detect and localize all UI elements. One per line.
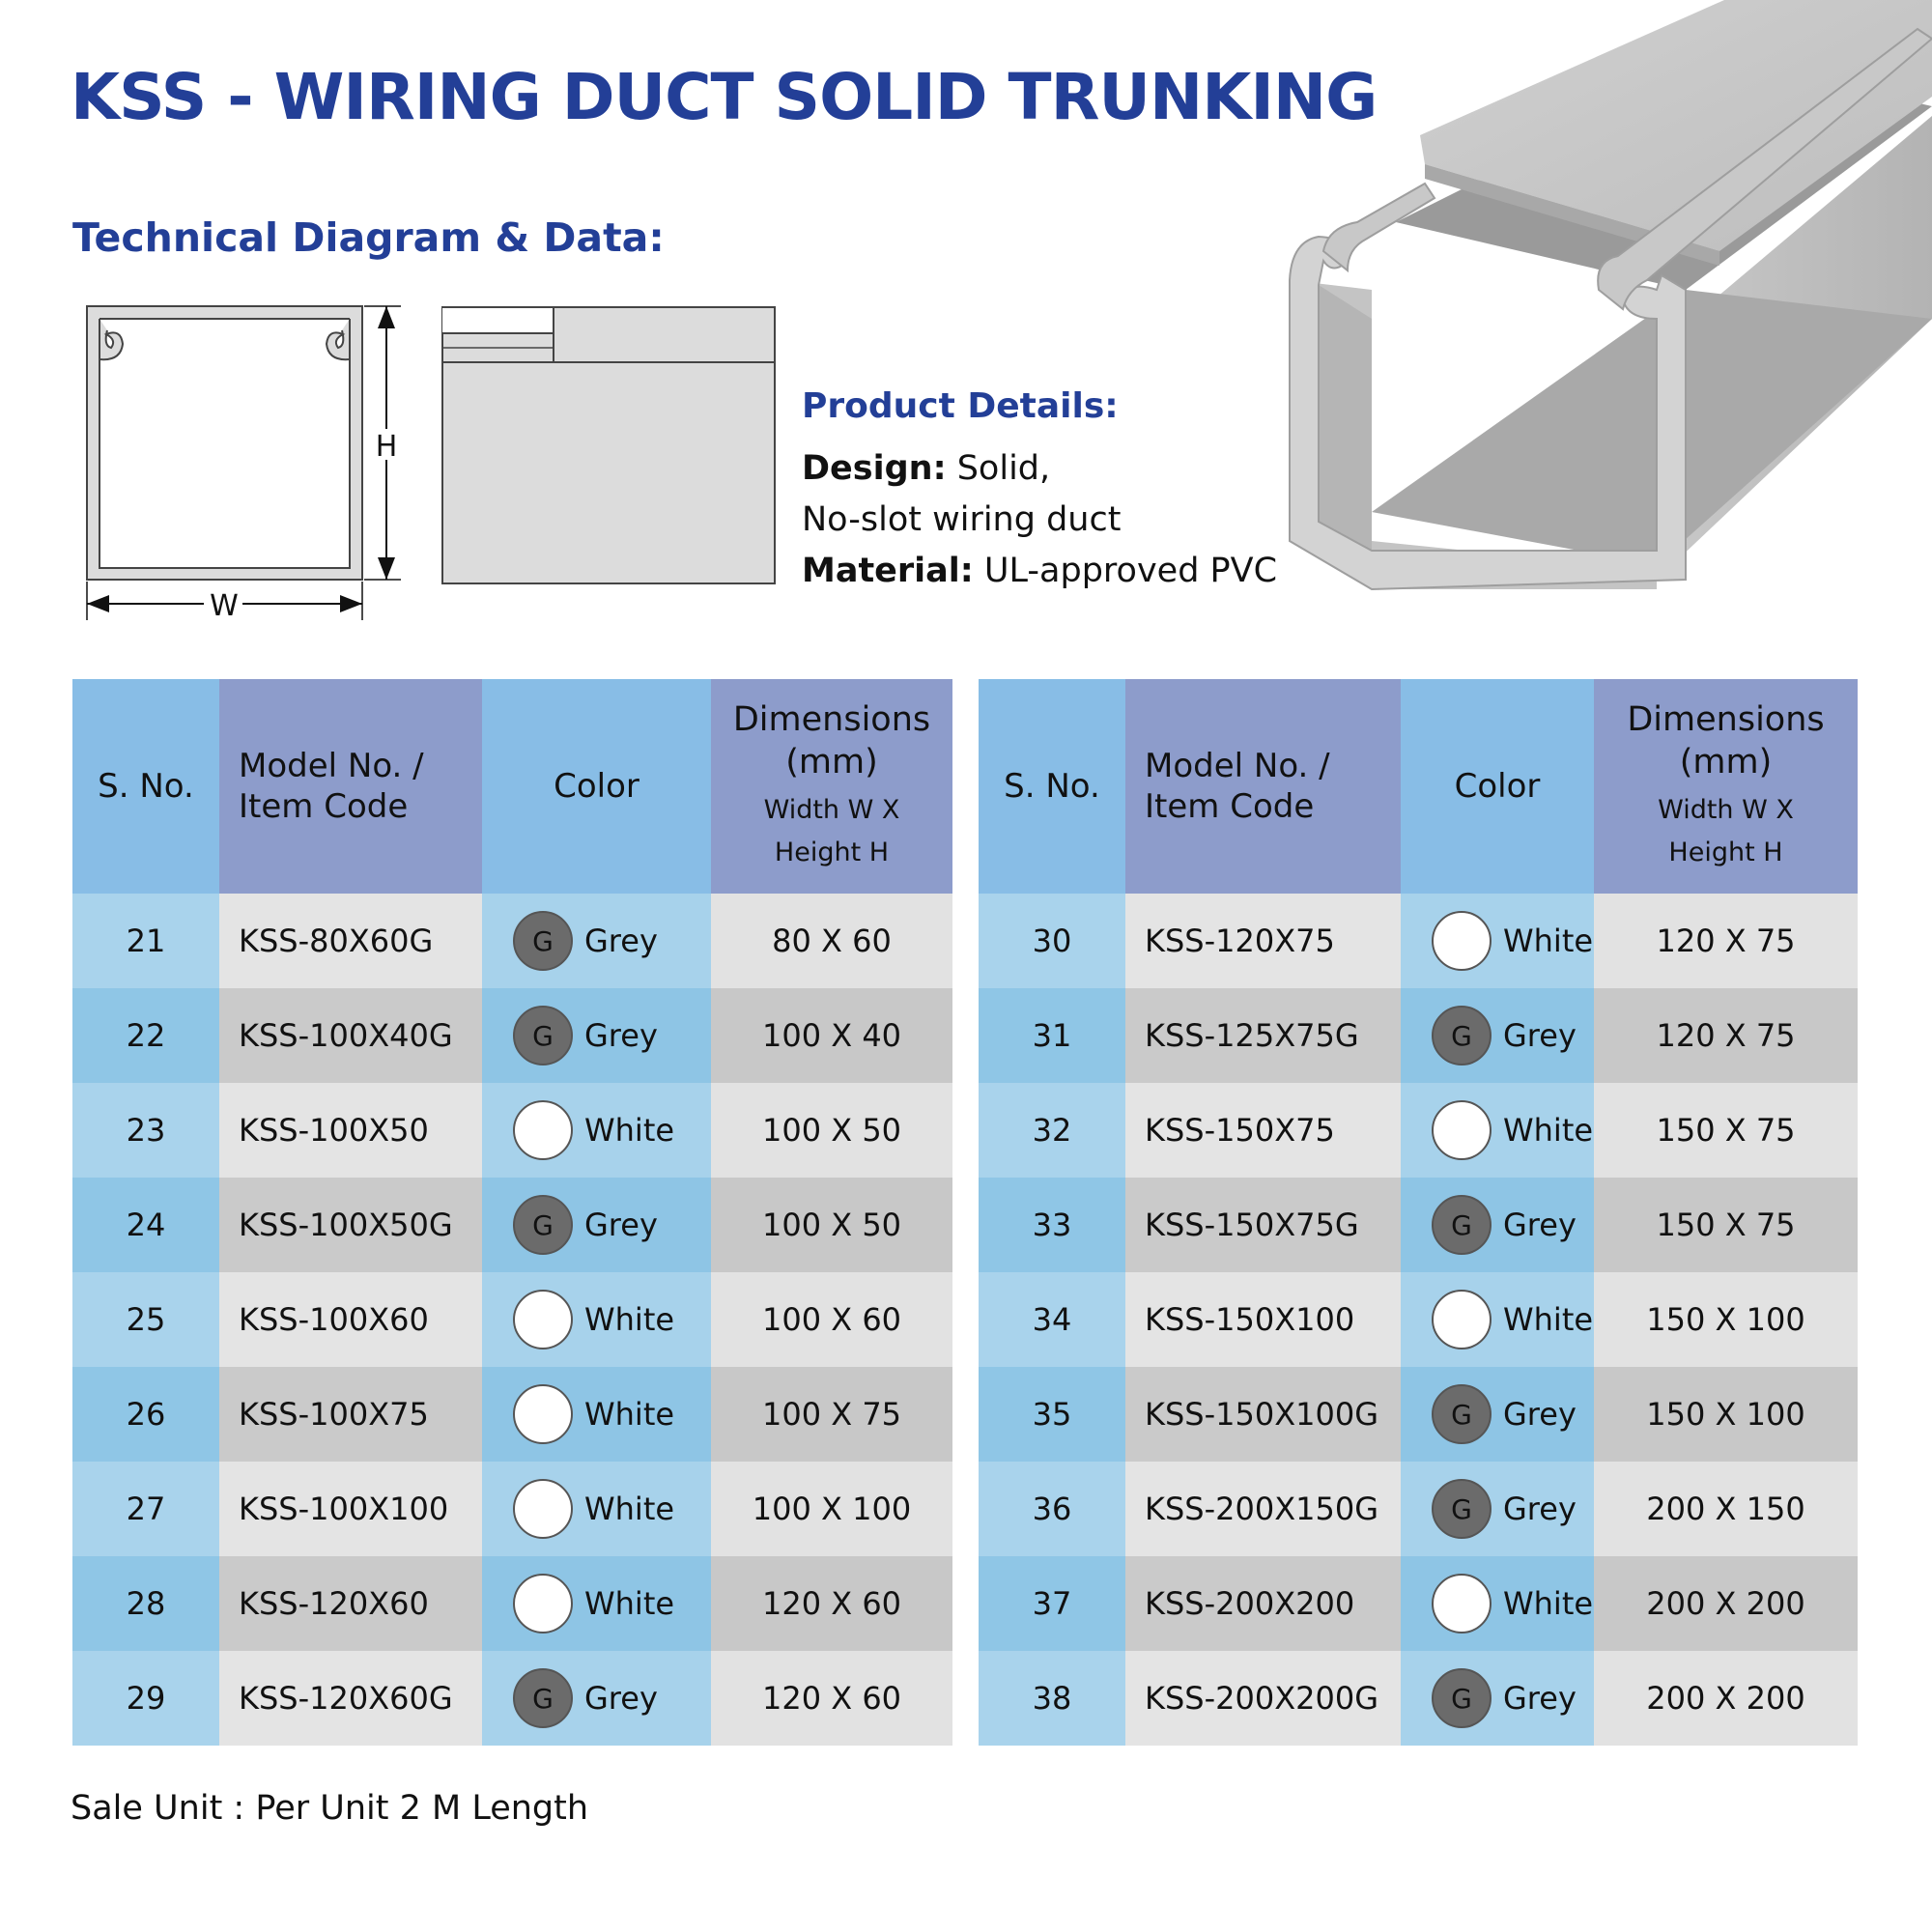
cell-sno: 21 (72, 894, 219, 988)
header-dim-line1: Dimensions (1627, 700, 1825, 739)
trunking-product-image (1280, 0, 1932, 609)
cell-dimensions: 120 X 60 (711, 1556, 952, 1651)
cell-color (482, 988, 711, 1083)
page-title: KSS - WIRING DUCT SOLID TRUNKING (71, 60, 1378, 134)
grey-swatch-icon: G (513, 1006, 573, 1065)
cell-model: KSS-200X150G (1125, 1462, 1401, 1556)
cell-color (482, 1651, 711, 1746)
grey-swatch-icon: G (513, 1668, 573, 1728)
header-dim-line1: Dimensions (732, 700, 931, 739)
width-dimension-arrow (87, 582, 362, 623)
cell-dimensions: 100 X 100 (711, 1462, 952, 1556)
table-row (979, 1367, 1858, 1462)
cell-sno: 24 (72, 1178, 219, 1272)
white-swatch-icon (513, 1574, 573, 1634)
white-swatch-icon (513, 1384, 573, 1444)
cell-model: KSS-125X75G (1125, 988, 1401, 1083)
white-swatch-icon (1432, 1290, 1492, 1350)
white-swatch-icon (513, 1100, 573, 1160)
cell-sno: 36 (979, 1462, 1125, 1556)
cell-sno: 31 (979, 988, 1125, 1083)
color-indicator (513, 1668, 711, 1728)
white-swatch-icon (513, 1479, 573, 1539)
cell-color (482, 1367, 711, 1462)
header-model-line1: Model No. / (239, 747, 424, 785)
grey-swatch-icon: G (1432, 1384, 1492, 1444)
cell-dimensions: 100 X 75 (711, 1367, 952, 1462)
header-dimensions (711, 679, 952, 894)
table-row (979, 1556, 1858, 1651)
cell-sno: 26 (72, 1367, 219, 1462)
table-row (72, 1462, 952, 1556)
color-indicator (513, 1384, 711, 1444)
cell-model: KSS-100X60 (219, 1272, 482, 1367)
cell-model: KSS-150X75G (1125, 1178, 1401, 1272)
header-color: Color (482, 679, 711, 894)
color-label: Grey (1503, 1017, 1577, 1054)
cell-sno: 23 (72, 1083, 219, 1178)
header-dim-sub2: Height H (774, 838, 890, 867)
cell-color (1401, 1272, 1594, 1367)
cell-model: KSS-100X100 (219, 1462, 482, 1556)
color-label: Grey (1503, 1207, 1577, 1243)
header-sno: S. No. (979, 679, 1125, 894)
cell-sno: 35 (979, 1367, 1125, 1462)
white-swatch-icon (513, 1290, 573, 1350)
cross-section-diagram (82, 301, 420, 625)
cell-dimensions: 150 X 75 (1594, 1083, 1858, 1178)
cell-dimensions: 200 X 150 (1594, 1462, 1858, 1556)
color-indicator (1432, 1290, 1594, 1350)
cell-sno: 28 (72, 1556, 219, 1651)
header-model-line2: Item Code (1145, 787, 1315, 826)
cell-model: KSS-150X75 (1125, 1083, 1401, 1178)
color-indicator (1432, 1006, 1594, 1065)
color-indicator (513, 1479, 711, 1539)
section-subtitle: Technical Diagram & Data: (72, 214, 665, 261)
cell-dimensions: 120 X 60 (711, 1651, 952, 1746)
cell-model: KSS-100X50 (219, 1083, 482, 1178)
color-label: White (1503, 1301, 1594, 1338)
color-label: White (1503, 923, 1594, 959)
color-indicator (1432, 1668, 1594, 1728)
cell-sno: 30 (979, 894, 1125, 988)
table-row (979, 1462, 1858, 1556)
grey-swatch-icon: G (1432, 1668, 1492, 1728)
color-indicator (513, 1574, 711, 1634)
cell-sno: 37 (979, 1556, 1125, 1651)
table-row (72, 1651, 952, 1746)
table-row (72, 894, 952, 988)
header-model (1125, 679, 1401, 894)
color-label: Grey (584, 923, 658, 959)
cell-dimensions: 120 X 75 (1594, 894, 1858, 988)
cell-color (482, 1178, 711, 1272)
product-details-heading: Product Details: (802, 386, 1119, 426)
cell-dimensions: 120 X 75 (1594, 988, 1858, 1083)
cell-sno: 34 (979, 1272, 1125, 1367)
cell-color (482, 1556, 711, 1651)
cell-color (1401, 894, 1594, 988)
color-label: White (584, 1396, 675, 1433)
cell-model: KSS-100X40G (219, 988, 482, 1083)
cell-color (1401, 1367, 1594, 1462)
header-dim-line2: (mm) (785, 743, 878, 781)
table-row (72, 988, 952, 1083)
cell-model: KSS-120X75 (1125, 894, 1401, 988)
height-dimension-arrow (364, 306, 401, 580)
cell-dimensions: 150 X 100 (1594, 1367, 1858, 1462)
grey-swatch-icon: G (1432, 1195, 1492, 1255)
color-label: White (1503, 1585, 1594, 1622)
color-indicator (1432, 911, 1594, 971)
cell-dimensions: 150 X 100 (1594, 1272, 1858, 1367)
cell-model: KSS-100X75 (219, 1367, 482, 1462)
cell-sno: 33 (979, 1178, 1125, 1272)
grey-swatch-icon: G (1432, 1006, 1492, 1065)
cell-color (1401, 1178, 1594, 1272)
color-indicator (513, 1100, 711, 1160)
header-color: Color (1401, 679, 1594, 894)
table-row (979, 1083, 1858, 1178)
cell-color (1401, 1651, 1594, 1746)
header-dim-sub2: Height H (1668, 838, 1783, 867)
side-view-diagram (440, 304, 778, 586)
table-header-row (979, 679, 1858, 894)
color-indicator (1432, 1479, 1594, 1539)
grey-swatch-icon: G (1432, 1479, 1492, 1539)
color-label: Grey (1503, 1396, 1577, 1433)
cell-dimensions: 200 X 200 (1594, 1556, 1858, 1651)
cell-model: KSS-80X60G (219, 894, 482, 988)
color-indicator (513, 911, 711, 971)
cell-sno: 29 (72, 1651, 219, 1746)
table-row (979, 988, 1858, 1083)
cell-sno: 38 (979, 1651, 1125, 1746)
cell-dimensions: 100 X 50 (711, 1083, 952, 1178)
cell-sno: 22 (72, 988, 219, 1083)
color-indicator (513, 1290, 711, 1350)
color-label: Grey (584, 1017, 658, 1054)
cell-sno: 32 (979, 1083, 1125, 1178)
cell-model: KSS-150X100G (1125, 1367, 1401, 1462)
design-line-2: No-slot wiring duct (802, 500, 1122, 539)
table-row (979, 1272, 1858, 1367)
color-indicator (513, 1195, 711, 1255)
cell-sno: 25 (72, 1272, 219, 1367)
color-indicator (1432, 1574, 1594, 1634)
color-label: White (1503, 1112, 1594, 1149)
color-indicator (1432, 1100, 1594, 1160)
color-label: White (584, 1585, 675, 1622)
product-details (802, 386, 1314, 597)
cell-model: KSS-150X100 (1125, 1272, 1401, 1367)
header-sno: S. No. (72, 679, 219, 894)
spec-table-left (72, 679, 952, 1746)
grey-swatch-icon: G (513, 1195, 573, 1255)
color-label: Grey (1503, 1680, 1577, 1717)
cell-dimensions: 80 X 60 (711, 894, 952, 988)
white-swatch-icon (1432, 911, 1492, 971)
height-label: H (375, 430, 398, 464)
color-indicator (1432, 1195, 1594, 1255)
cell-model: KSS-100X50G (219, 1178, 482, 1272)
table-row (979, 1178, 1858, 1272)
material-label: Material: (802, 552, 974, 590)
color-label: White (584, 1491, 675, 1527)
header-model (219, 679, 482, 894)
header-model-line2: Item Code (239, 787, 409, 826)
cell-dimensions: 200 X 200 (1594, 1651, 1858, 1746)
design-value: Solid, (946, 449, 1051, 488)
width-label: W (210, 589, 239, 623)
spec-table-right (979, 679, 1858, 1746)
cell-model: KSS-200X200 (1125, 1556, 1401, 1651)
color-label: Grey (1503, 1491, 1577, 1527)
color-indicator (513, 1006, 711, 1065)
cell-model: KSS-120X60 (219, 1556, 482, 1651)
cell-dimensions: 100 X 60 (711, 1272, 952, 1367)
header-dim-line2: (mm) (1679, 743, 1773, 781)
table-row (72, 1272, 952, 1367)
cell-color (482, 1462, 711, 1556)
design-line (802, 443, 1314, 495)
cell-color (482, 1272, 711, 1367)
color-label: Grey (584, 1207, 658, 1243)
design-label: Design: (802, 449, 947, 488)
table-row (72, 1556, 952, 1651)
header-dim-sub1: Width W X (763, 795, 900, 825)
grey-swatch-icon: G (513, 911, 573, 971)
white-swatch-icon (1432, 1100, 1492, 1160)
table-row (72, 1367, 952, 1462)
color-label: White (584, 1301, 675, 1338)
cell-color (482, 1083, 711, 1178)
table-row (72, 1083, 952, 1178)
cell-dimensions: 100 X 40 (711, 988, 952, 1083)
color-label: Grey (584, 1680, 658, 1717)
cell-color (482, 894, 711, 988)
cell-color (1401, 988, 1594, 1083)
cell-color (1401, 1556, 1594, 1651)
cell-model: KSS-200X200G (1125, 1651, 1401, 1746)
cell-model: KSS-120X60G (219, 1651, 482, 1746)
material-line (802, 546, 1314, 597)
cell-color (1401, 1083, 1594, 1178)
sale-unit-note: Sale Unit : Per Unit 2 M Length (71, 1789, 589, 1828)
table-row (72, 1178, 952, 1272)
table-header-row (72, 679, 952, 894)
table-row (979, 894, 1858, 988)
header-dimensions (1594, 679, 1858, 894)
header-model-line1: Model No. / (1145, 747, 1330, 785)
header-dim-sub1: Width W X (1658, 795, 1794, 825)
white-swatch-icon (1432, 1574, 1492, 1634)
color-label: White (584, 1112, 675, 1149)
cell-sno: 27 (72, 1462, 219, 1556)
material-value: UL-approved PVC (973, 552, 1278, 590)
color-indicator (1432, 1384, 1594, 1444)
table-row (979, 1651, 1858, 1746)
cell-color (1401, 1462, 1594, 1556)
cell-dimensions: 100 X 50 (711, 1178, 952, 1272)
cell-dimensions: 150 X 75 (1594, 1178, 1858, 1272)
